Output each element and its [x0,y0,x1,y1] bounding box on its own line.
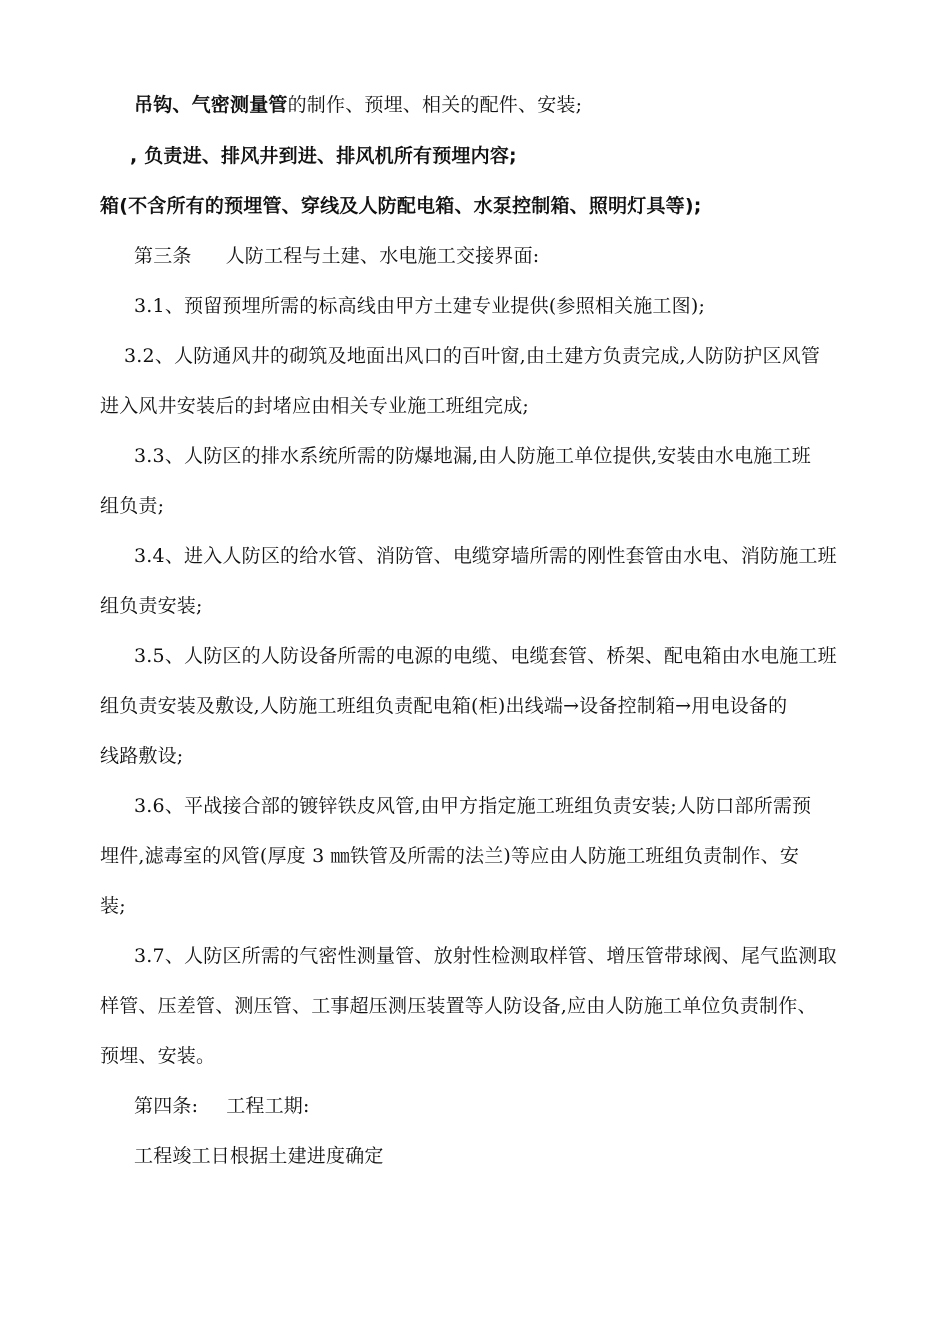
paragraph-line: 线路敷设; [100,745,184,767]
paragraph-line: 组负责安装; [100,595,203,617]
article-label: 第三条 [134,245,192,267]
article-title: 工程工期: [226,1095,310,1117]
paragraph-line [134,93,582,117]
article-title: 人防工程与土建、水电施工交接界面: [225,245,540,267]
bold-text: 吊钩、气密测量管 [134,94,288,116]
paragraph-line: 3.4、进入人防区的给水管、消防管、电缆穿墙所需的刚性套管由水电、消防施工班 [134,545,837,567]
body-text: 的制作、预埋、相关的配件、安装; [287,94,583,116]
article-heading [134,244,539,268]
paragraph-line: 组负责安装及敷设,人防施工班组负责配电箱(柜)出线端→设备控制箱→用电设备的 [100,695,788,717]
paragraph-line: 3.3、人防区的排水系统所需的防爆地漏,由人防施工单位提供,安装由水电施工班 [134,445,811,467]
paragraph-line: 埋件,滤毒室的风管(厚度 3 ㎜铁管及所需的法兰)等应由人防施工班组负责制作、安 [100,845,800,867]
paragraph-line: , 负责进、排风井到进、排风机所有预埋内容; [130,145,517,167]
paragraph-line: 3.5、人防区的人防设备所需的电源的电缆、电缆套管、桥架、配电箱由水电施工班 [134,645,837,667]
paragraph-line: 组负责; [100,495,165,517]
paragraph-line: 预埋、安装。 [100,1045,216,1067]
paragraph-line: 3.1、预留预埋所需的标高线由甲方土建专业提供(参照相关施工图); [134,295,706,317]
paragraph-line: 进入风井安装后的封堵应由相关专业施工班组完成; [100,395,530,417]
paragraph-line: 样管、压差管、测压管、工事超压测压装置等人防设备,应由人防施工单位负责制作、 [100,995,817,1017]
paragraph-line: 装; [100,895,126,917]
paragraph-line: 箱(不含所有的预埋管、穿线及人防配电箱、水泵控制箱、照明灯具等); [100,195,702,217]
article-label: 第四条: [134,1095,199,1117]
paragraph-line: 3.2、人防通风井的砌筑及地面出风口的百叶窗,由土建方负责完成,人防防护区风管 [124,345,821,367]
paragraph-line: 工程竣工日根据土建进度确定 [134,1145,384,1167]
paragraph-line: 3.7、人防区所需的气密性测量管、放射性检测取样管、增压管带球阀、尾气监测取 [134,945,837,967]
paragraph-line: 3.6、平战接合部的镀锌铁皮风管,由甲方指定施工班组负责安装;人防口部所需预 [134,795,812,817]
article-heading [134,1094,310,1118]
